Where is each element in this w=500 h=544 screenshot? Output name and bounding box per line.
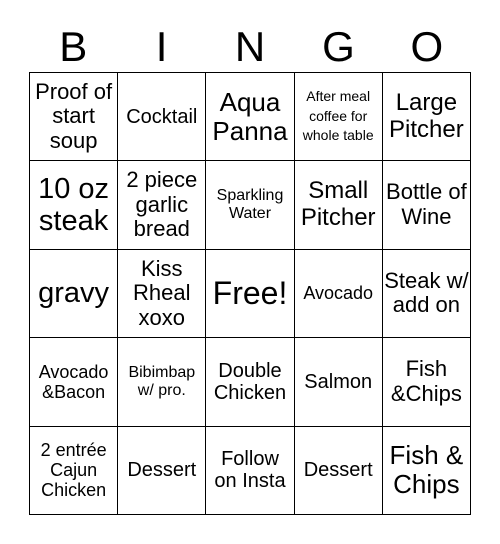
bingo-header <box>29 22 471 72</box>
bingo-cell[interactable]: 2 piece garlic bread <box>118 161 206 249</box>
bingo-cell[interactable]: Kiss Rheal xoxo <box>118 250 206 338</box>
free-space-cell[interactable]: Free! <box>206 250 294 338</box>
bingo-board <box>29 72 471 515</box>
bingo-cell[interactable]: Fish & Chips <box>383 427 471 515</box>
bingo-cell[interactable]: Avocado <box>295 250 383 338</box>
bingo-cell[interactable]: Salmon <box>295 338 383 426</box>
header-letter-b: B <box>59 23 88 70</box>
bingo-cell[interactable]: Avocado &Bacon <box>30 338 118 426</box>
bingo-cell[interactable]: Bibimbap w/ pro. <box>118 338 206 426</box>
bingo-cell[interactable]: Cocktail <box>118 73 206 161</box>
bingo-cell[interactable]: Large Pitcher <box>383 73 471 161</box>
bingo-cell[interactable]: Double Chicken <box>206 338 294 426</box>
header-letter-g: G <box>322 23 355 70</box>
header-letter-n: N <box>234 23 266 70</box>
bingo-cell[interactable]: After meal coffee for whole table <box>295 73 383 161</box>
bingo-cell[interactable]: Small Pitcher <box>295 161 383 249</box>
bingo-cell[interactable]: 2 entrée Cajun Chicken <box>30 427 118 515</box>
bingo-cell[interactable]: Aqua Panna <box>206 73 294 161</box>
bingo-cell[interactable]: Follow on Insta <box>206 427 294 515</box>
bingo-cell[interactable]: Fish &Chips <box>383 338 471 426</box>
bingo-cell[interactable]: gravy <box>30 250 118 338</box>
bingo-cell[interactable]: Dessert <box>118 427 206 515</box>
bingo-cell[interactable]: Proof of start soup <box>30 73 118 161</box>
bingo-cell[interactable]: Sparkling Water <box>206 161 294 249</box>
bingo-cell[interactable]: Steak w/ add on <box>383 250 471 338</box>
bingo-cell[interactable]: Bottle of Wine <box>383 161 471 249</box>
header-letter-i: I <box>155 23 168 70</box>
header-letter-o: O <box>410 23 444 70</box>
bingo-cell[interactable]: 10 oz steak <box>30 161 118 249</box>
bingo-cell[interactable]: Dessert <box>295 427 383 515</box>
